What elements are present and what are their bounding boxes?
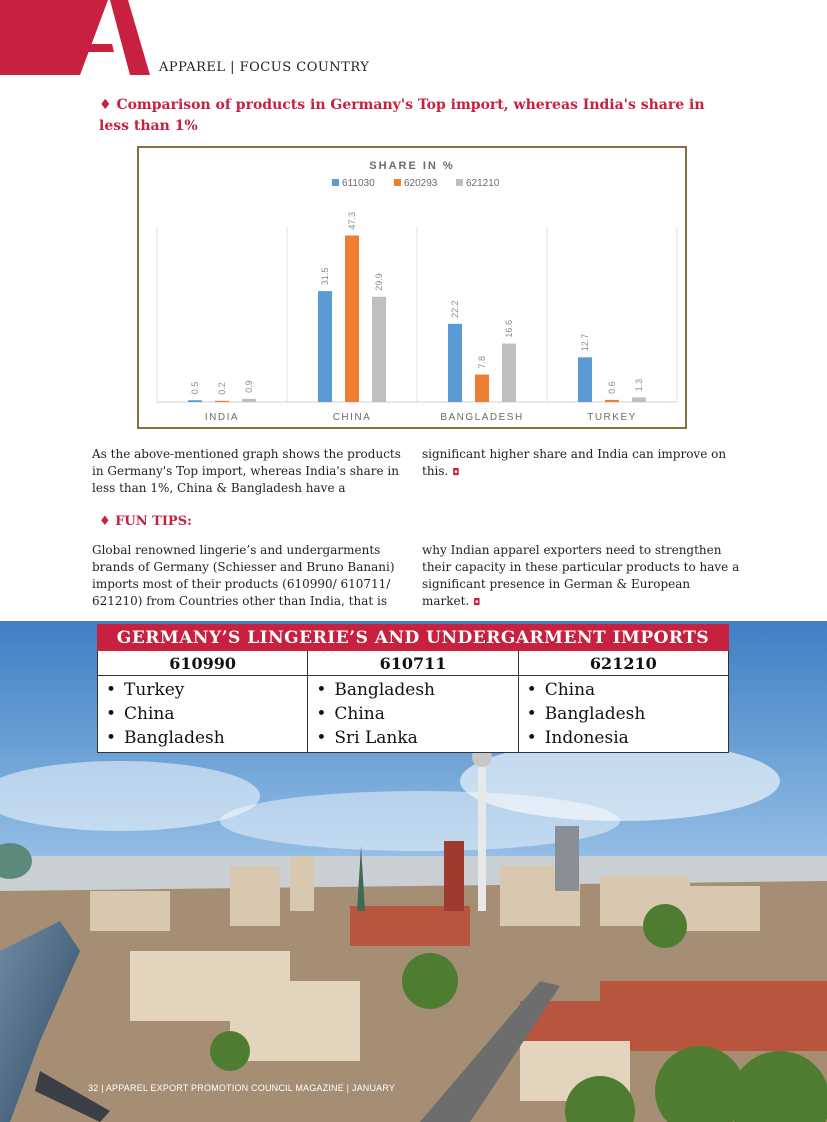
chart-bar xyxy=(215,401,229,402)
legend-label: 621210 xyxy=(466,178,500,189)
fun-tips-heading xyxy=(99,514,192,529)
magazine-logo xyxy=(0,0,150,75)
data-label: 47.3 xyxy=(347,211,357,230)
data-label: 7.8 xyxy=(477,356,487,369)
data-label: 0.2 xyxy=(217,382,227,395)
share-chart-svg xyxy=(139,148,685,427)
tips-left-text: Global renowned lingerie’s and undergarments brands of Germany (Schiesser and Bruno Banani) imports most of their products (610990/ 610711/ 621210) from Countries other than India, that is xyxy=(92,543,395,608)
table-cell-countries xyxy=(518,676,728,753)
list-item: • China xyxy=(106,702,301,726)
list-item: • Indonesia xyxy=(527,726,722,750)
data-label: 0.9 xyxy=(244,380,254,393)
data-label: 1.3 xyxy=(634,378,644,392)
legend-label: 611030 xyxy=(342,178,375,189)
section-label: APPAREL | FOCUS COUNTRY xyxy=(159,60,370,75)
table-header-code: 621210 xyxy=(518,651,728,676)
tips-marker: ♦ xyxy=(99,514,111,529)
chart-bar xyxy=(318,291,332,402)
paragraph-right-text: significant higher share and India can improve on this. xyxy=(422,447,727,478)
share-chart xyxy=(137,146,687,429)
tips-heading-text: FUN TIPS: xyxy=(115,514,192,529)
list-item: • China xyxy=(527,678,722,702)
table-title: GERMANY’S LINGERIE’S AND UNDERGARMENT IMPORTS xyxy=(98,625,729,651)
tips-right xyxy=(422,542,740,612)
category-label: BANGLADESH xyxy=(440,412,524,423)
page-footer: 32 | APPAREL EXPORT PROMOTION COUNCIL MAGAZINE | JANUARY xyxy=(88,1083,396,1093)
heading-marker: ♦ xyxy=(99,97,112,113)
chart-bar xyxy=(372,297,386,402)
legend-swatch xyxy=(332,179,339,186)
category-label: CHINA xyxy=(332,412,372,423)
category-label: TURKEY xyxy=(587,412,637,423)
chart-bar xyxy=(578,357,592,402)
legend-label: 620293 xyxy=(404,178,438,189)
chart-bar xyxy=(242,399,256,402)
list-item: • Turkey xyxy=(106,678,301,702)
data-label: 29.9 xyxy=(374,273,384,291)
paragraph-left-text: As the above-mentioned graph shows the products in Germany's Top import, whereas India's share in less than 1%, China & Bangladesh have a xyxy=(92,447,401,495)
list-item: • Bangladesh xyxy=(316,678,511,702)
chart-bar xyxy=(632,397,646,402)
legend-swatch xyxy=(456,179,463,186)
chart-bar xyxy=(188,400,202,402)
end-marker: ◘ xyxy=(452,468,460,478)
chart-bar xyxy=(605,400,619,402)
chart-title: SHARE IN % xyxy=(369,160,455,172)
table-header-code: 610711 xyxy=(308,651,518,676)
paragraph-right xyxy=(422,446,740,482)
tips-left xyxy=(92,542,410,610)
paragraph-left xyxy=(92,446,410,497)
list-item: • China xyxy=(316,702,511,726)
chart-bar xyxy=(448,324,462,402)
tips-right-text: why Indian apparel exporters need to strengthen their capacity in these particular products to have a significant presence in German & European market. xyxy=(422,543,740,608)
table-header-code: 610990 xyxy=(98,651,308,676)
legend-swatch xyxy=(394,179,401,186)
data-label: 22.2 xyxy=(450,300,460,318)
list-item: • Sri Lanka xyxy=(316,726,511,750)
list-item: • Bangladesh xyxy=(106,726,301,750)
chart-bar xyxy=(475,375,489,402)
tips-end-marker: ◘ xyxy=(473,598,481,608)
table-cell-countries xyxy=(308,676,518,753)
chart-bar xyxy=(345,236,359,402)
heading-text: Comparison of products in Germany's Top import, whereas India's share in less than 1% xyxy=(99,97,705,134)
data-label: 12.7 xyxy=(580,333,590,352)
data-label: 16.6 xyxy=(504,320,514,338)
category-label: INDIA xyxy=(204,412,240,423)
chart-bar xyxy=(502,344,516,402)
list-item: • Bangladesh xyxy=(527,702,722,726)
imports-table xyxy=(97,624,729,753)
data-label: 0.6 xyxy=(607,381,617,394)
data-label: 31.5 xyxy=(320,267,330,286)
chart-heading xyxy=(99,95,719,137)
table-cell-countries xyxy=(98,676,308,753)
data-label: 0.5 xyxy=(190,381,200,395)
